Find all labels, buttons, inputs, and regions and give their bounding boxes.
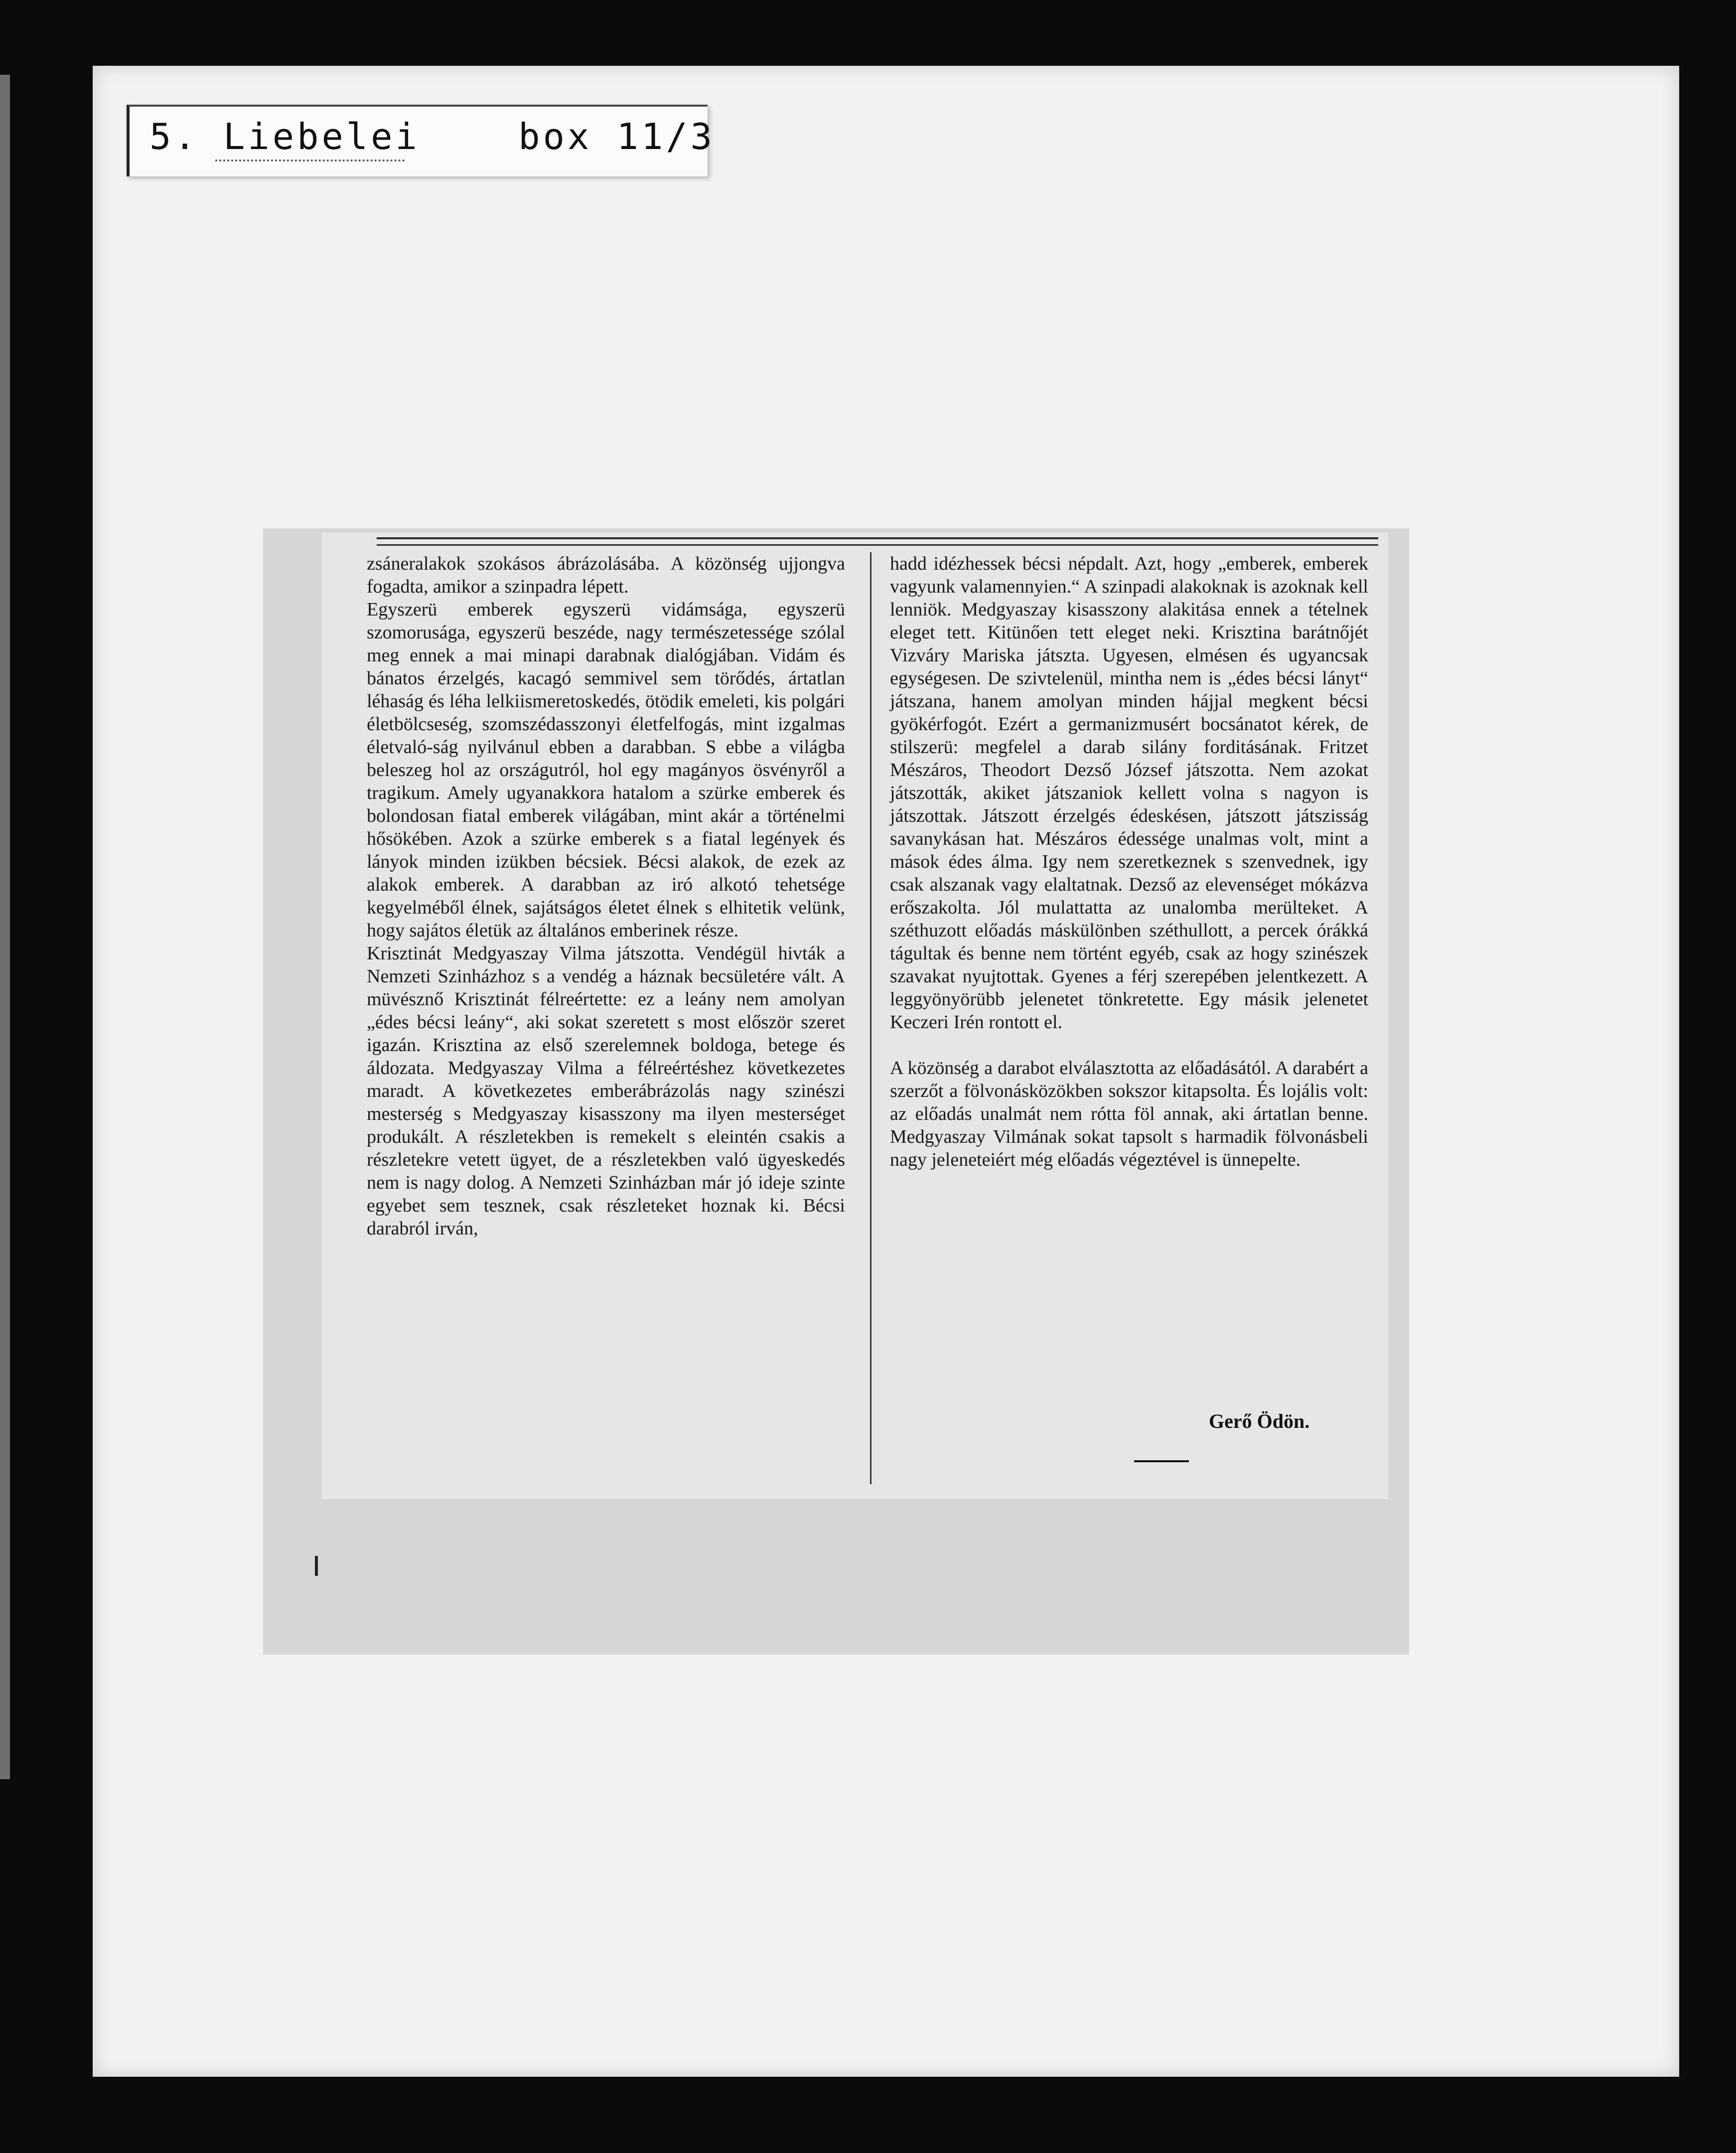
archive-label: [127, 105, 716, 176]
article-left-column: zsáneralakok szokásos ábrázolásába. A közönség ujjongva fogadta, amikor a szinpadra lépett. Egyszerü emberek egyszerü vidámsága, egyszerü szomorusága, egyszerü beszéde, nagy természetessége szólal meg ennek a mai minapi darabnak dialógjában. Vidám és bánatos érzelgés, kacagó semmivel sem törődés, ártatlan léhaság és léha lelkiismeretoskedés, ötödik emeleti, kis polgári életbölcseség, szomszédasszonyi életfelfogás, mint izgalmas életvaló-ság nyilvánul ebben a darabban. S ebbe a világba beleszeg hol az országutról, hol egy magányos ösvényről a tragikum. Amely ugyanakkora hatalom a szürke emberek és bolondosan fiatal emberek világában, mint akár a történelmi hősökében. Azok a szürke emberek s a fiatal legények és lányok minden izükben bécsiek. Bécsi alakok, de ezek az alakok emberek. A darabban az iró alkotó tehetsége kegyelméből élnek, sajátságos életet élnek s elhitetik velünk, hogy sajátos életük az általános emberinek része. Krisztinát Medgyaszay Vilma játszotta. Vendégül hivták a Nemzeti Szinházhoz s a vendég a háznak becsületére vált. A müvésznő Krisztinát félreértette: ez a leány nem amolyan „édes bécsi leány“, aki sokat szeretett s most először szeret igazán. Krisztina az első szerelemnek boldoga, betege és áldozata. Medgyaszay Vilma a félreértéshez következetes maradt. A következetes emberábrázolás nagy szinészi mesterség s Medgyaszay kisasszony ma ilyen mesterséget produkált. A részletekben is remekelt s eleintén csakis a részletekre vetett ügyet, de a részletekben való ügyeskedés nem is nagy dolog. A Nemzeti Szinházban már jó ideje szinte egyebet sem tesznek, csak részleteket hoznak ki. Bécsi darabról irván,: [367, 553, 845, 1239]
label-title-underline: [215, 159, 405, 161]
ink-mark: [315, 1556, 318, 1576]
label-box: box 11/3: [518, 116, 716, 157]
end-dash: [1134, 1460, 1189, 1462]
article-right-column: hadd idézhessek bécsi népdalt. Azt, hogy „emberek, emberek vagyunk valamennyien.“ A szinpadi alakoknak is azoknak kell lenniök. Medgyaszay kisasszony alakitása ennek a tételnek eleget tett. Kitünően tett eleget neki. Krisztina barátnőjét Vizváry Mariska játszta. Ugyesen, elmésen és ugyancsak egységesen. De szivtelenül, mintha nem is „édes bécsi lányt“ játszana, hanem amolyan minden hájjal megkent bécsi gyökérfogót. Ezért a germanizmusért bocsánatot kérek, de stilszerü: megfelel a darab silány forditásának. Fritzet Mészáros, Theodort Dezső József játszotta. Nem azokat játszották, akiket játszaniok kellett volna s nagyon is játszottak. Játszott érzelgés édeskésen, játszott játszisság savanykásan hat. Mészáros édessége unalmas volt, mint a mások édes álma. Igy nem szeretkeznek s szenvednek, igy csak alszanak vagy elaltatnak. Dezső az elevenséget mókázva erőszakolta. Jól mulattatta az unalomba merülteket. A széthuzott előadás máskülönben széthullott, a percek órákká tágultak és benne nem történt egyéb, csak az hogy szinészek szavakat nyujtottak. Gyenes a férj szerepében jelentkezett. A leggyönyörübb jelenetet tönkretette. Egy másik jelenetet Keczeri Irén rontott el. A közönség a darabot elválasztotta az előadásától. A darabért a szerzőt a fölvonásközökben sokszor kitapsolta. És lojális volt: az előadás unalmát nem rótta föl annak, aki ártatlan benne. Medgyaszay Vilmának sokat tapsolt s harmadik fölvonásbeli nagy jeleneteiért még előadás végeztével is ünnepelte.: [890, 553, 1368, 1170]
newspaper-clipping: [322, 532, 1388, 1499]
label-title: Liebelei: [223, 116, 420, 157]
clipping-top-rule: [377, 537, 1378, 546]
label-number: 5.: [149, 116, 199, 157]
article-signature: Gerő Ödön.: [1209, 1410, 1310, 1432]
film-edge-strip: [0, 75, 10, 1779]
column-divider: [870, 552, 871, 1484]
label-text: [149, 116, 715, 157]
